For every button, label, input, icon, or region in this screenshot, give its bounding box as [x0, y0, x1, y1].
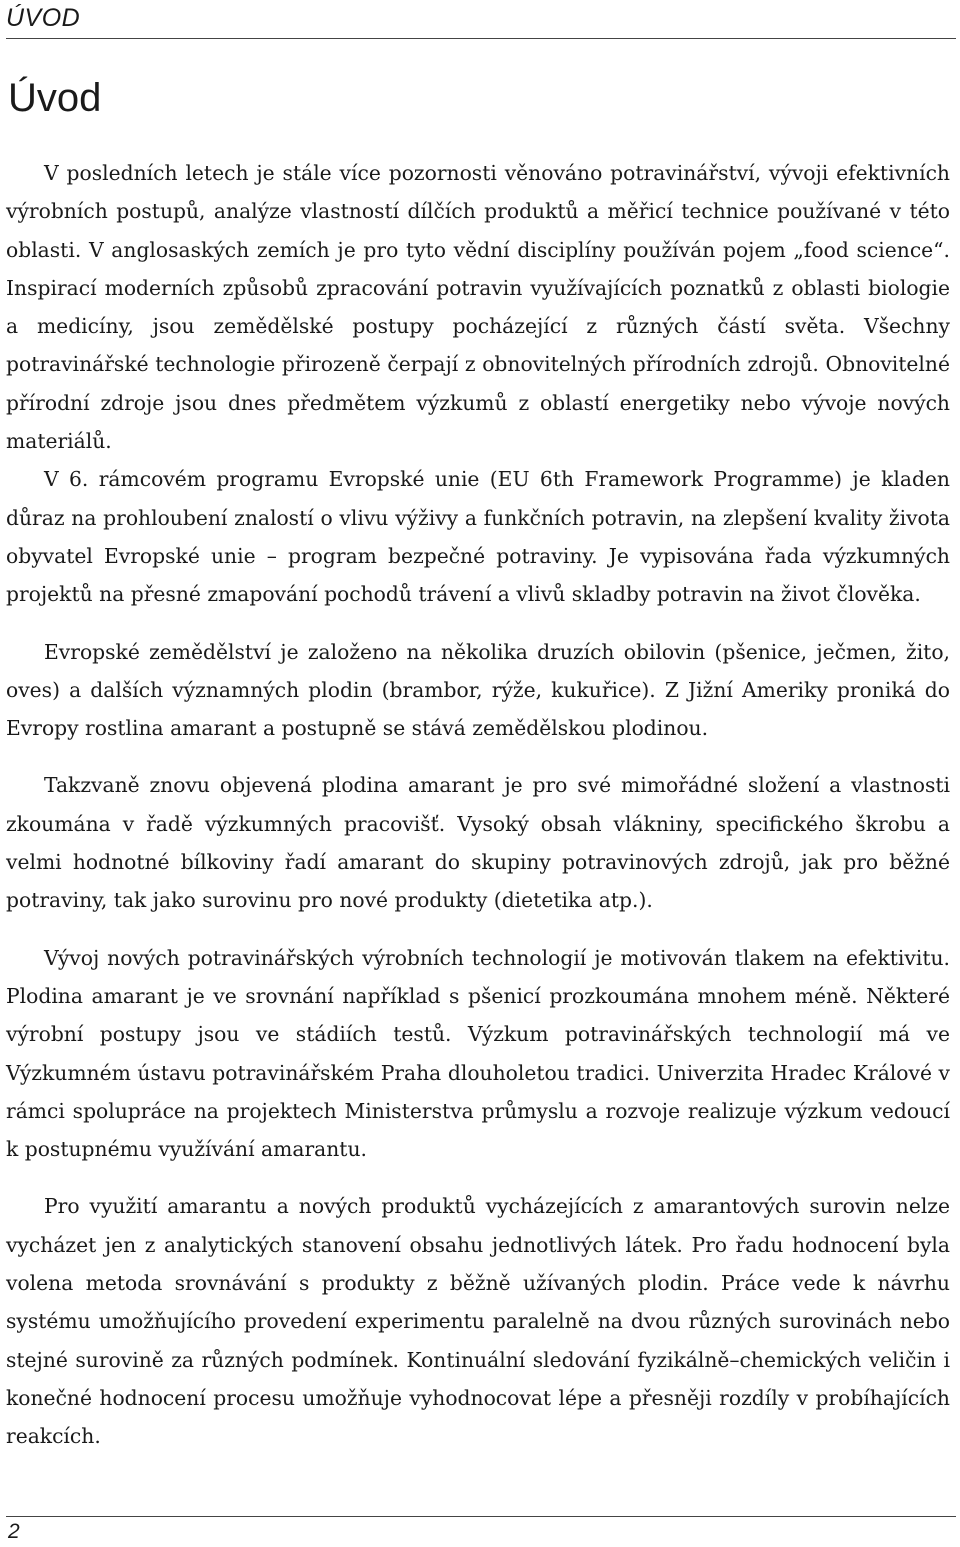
page-number: 2 [8, 1520, 20, 1543]
header-divider [6, 38, 956, 39]
paragraph-framework-programme: V 6. rámcovém programu Evropské unie (EU 6th Framework Programme) je kladen důraz na prohloubení znalostí o vlivu výživy a funkčních potravin, na zlepšení kvality života obyvatel Evropské unie – program bezpečné potraviny. Je vypisována řada výzkumných projektů na přesné zmapování pochodů trávení a vlivů skladby potravin na život člověka. [6, 467, 950, 607]
paragraph-technology-development: Vývoj nových potravinářských výrobních technologií je motivován tlakem na efektivitu. Plodina amarant je ve srovnání například s pšenicí prozkoumána mnohem méně. Některé výrobní postupy jsou ve stádiích testů. Výzkum potravinářských technologií má ve Výzkumném ústavu potravinářském Praha dlouholetou tradici. Univerzita Hradec Králové v rámci spolupráce na projektech Ministerstva průmyslu a rozvoje realizuje výzkum vedoucí k postupnému využívání amarantu. [6, 945, 950, 1162]
footer-divider [6, 1516, 956, 1517]
paragraph-research-approach: Pro využití amarantu a nových produktů vycházejících z amarantových surovin nelze vycházet jen z analytických stanovení obsahu jednotlivých látek. Pro řadu hodnocení byla volena metoda srovnávání s produkty z běžně užívaných plodin. Práce vede k návrhu systému umožňujícího provedení experimentu paralelně na dvou různých surovinách nebo stejné surovině za různých podmínek. Kontinuální sledování fyzikálně–chemických veličin i konečné hodnocení procesu umožňuje vyhodnocovat lépe a přesněji rozdíly v probíhajících reakcích. [6, 1194, 950, 1449]
running-header: ÚVOD [6, 4, 81, 32]
chapter-title: Úvod [8, 76, 102, 120]
paragraph-european-agriculture: Evropské zemědělství je založeno na několika druzích obilovin (pšenice, ječmen, žito, oves) a dalších významných plodin (brambor, rýže, kukuřice). Z Jižní Ameriky proniká do Evropy rostlina amarant a postupně se stává zemědělskou plodinou. [6, 639, 950, 741]
paragraph-amaranth-properties: Takzvaně znovu objevená plodina amarant je pro své mimořádné složení a vlastnosti zkoumána v řadě výzkumných pracovišť. Vysoký obsah vlákniny, specifického škrobu a velmi hodnotné bílkoviny řadí amarant do skupiny potravinových zdrojů, jak pro běžné potraviny, tak jako surovinu pro nové produkty (dietetika atp.). [6, 773, 950, 913]
body-text [6, 154, 950, 1475]
paragraph-intro: V posledních letech je stále více pozornosti věnováno potravinářství, vývoji efektivních výrobních postupů, analýze vlastností dílčích produktů a měřicí technice používané v této oblasti. V anglosaských zemích je pro tyto vědní disciplíny používán pojem „food science“. Inspirací moderních způsobů zpracování potravin využívajících poznatků z oblasti biologie a medicíny, jsou zemědělské postupy pocházející z různých částí světa. Všechny potravinářské technologie přirozeně čerpají z obnovitelných přírodních zdrojů. Obnovitelné přírodní zdroje jsou dnes předmětem výzkumů z oblastí energetiky nebo vývoje nových materiálů. [6, 161, 950, 454]
